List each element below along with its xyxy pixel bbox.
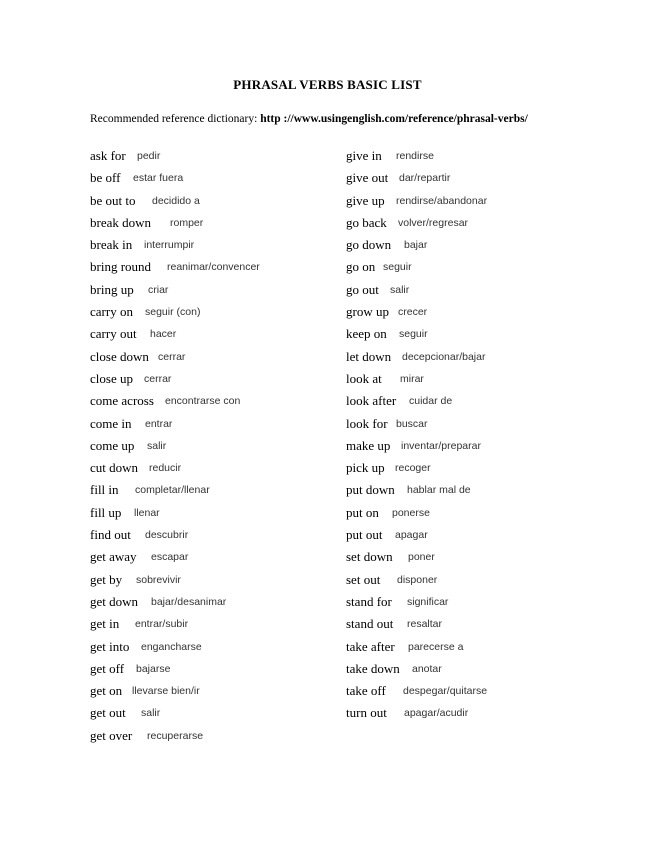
phrasal-verb: set out — [346, 571, 381, 587]
verb-translation: ponerse — [392, 506, 430, 519]
verb-translation: hacer — [150, 328, 177, 341]
reference-line — [90, 113, 630, 125]
verb-entry — [90, 193, 340, 215]
verb-translation: bajar/desanimar — [151, 595, 227, 608]
verb-translation: mirar — [400, 372, 424, 385]
verb-entry — [346, 549, 596, 571]
verb-translation: reducir — [149, 462, 182, 475]
verb-translation: cerrar — [158, 350, 186, 363]
verb-translation: hablar mal de — [407, 484, 471, 497]
phrasal-verb: get out — [90, 705, 126, 721]
verb-translation: salir — [390, 283, 410, 296]
verb-entry — [90, 728, 340, 750]
verb-entry — [90, 482, 340, 504]
verb-entry — [90, 237, 340, 259]
verb-entry — [90, 572, 340, 594]
verb-translation: cuidar de — [409, 395, 453, 408]
verb-entry — [90, 304, 340, 326]
verb-translation: recoger — [395, 462, 431, 475]
verb-entry — [346, 616, 596, 638]
phrasal-verb: find out — [90, 527, 131, 543]
phrasal-verb: look at — [346, 370, 382, 386]
phrasal-verb: keep on — [346, 326, 387, 342]
verb-translation: completar/llenar — [135, 484, 210, 497]
verb-translation: bajar — [404, 239, 428, 252]
phrasal-verb: be out to — [90, 192, 136, 208]
right-verb-column — [346, 148, 596, 728]
phrasal-verb: put down — [346, 482, 395, 498]
verb-translation: despegar/quitarse — [403, 685, 488, 698]
phrasal-verb: carry out — [90, 326, 137, 342]
verb-translation: significar — [407, 595, 449, 608]
verb-entry — [346, 259, 596, 281]
verb-translation: disponer — [397, 573, 438, 586]
verb-translation: cerrar — [144, 372, 172, 385]
verb-entry — [346, 460, 596, 482]
verb-entry — [346, 170, 596, 192]
verb-translation: encontrarse con — [165, 395, 241, 408]
verb-entry — [346, 661, 596, 683]
phrasal-verb: get by — [90, 571, 123, 587]
verb-entry — [346, 639, 596, 661]
phrasal-verb: get over — [90, 727, 133, 743]
phrasal-verb: take down — [346, 660, 400, 676]
phrasal-verb: put out — [346, 527, 383, 543]
verb-translation: seguir — [383, 261, 412, 274]
verb-translation: criar — [148, 283, 169, 296]
verb-translation: llevarse bien/ir — [132, 685, 200, 698]
verb-entry — [90, 349, 340, 371]
phrasal-verb: come in — [90, 415, 132, 431]
verb-entry — [346, 527, 596, 549]
phrasal-verb: cut down — [90, 460, 139, 476]
verb-translation: entrar/subir — [135, 618, 189, 631]
verb-entry — [90, 148, 340, 170]
verb-entry — [90, 705, 340, 727]
verb-entry — [90, 371, 340, 393]
verb-translation: descubrir — [145, 529, 189, 542]
phrasal-verb: get in — [90, 616, 120, 632]
verb-entry — [90, 527, 340, 549]
verb-entry — [90, 170, 340, 192]
phrasal-verb: fill in — [90, 482, 119, 498]
page-title: PHRASAL VERBS BASIC LIST — [233, 77, 422, 92]
phrasal-verb: pick up — [346, 460, 385, 476]
verb-entry — [90, 505, 340, 527]
phrasal-verb: give up — [346, 192, 385, 208]
verb-translation: inventar/preparar — [401, 439, 481, 452]
phrasal-verb: give out — [346, 170, 389, 186]
verb-translation: rendirse/abandonar — [396, 194, 488, 207]
verb-translation: apagar/acudir — [404, 707, 469, 720]
verb-entry — [346, 237, 596, 259]
verb-translation: engancharse — [141, 640, 202, 653]
verb-entry — [346, 193, 596, 215]
phrasal-verb: put on — [346, 504, 379, 520]
verb-entry — [346, 148, 596, 170]
phrasal-verb: take off — [346, 683, 386, 699]
phrasal-verb: be off — [90, 170, 121, 186]
phrasal-verb: stand out — [346, 616, 394, 632]
verb-translation: interrumpir — [144, 239, 195, 252]
reference-url: http ://www.usingenglish.com/reference/phrasal-verbs/ — [260, 113, 528, 125]
verb-entry — [346, 282, 596, 304]
phrasal-verb: take after — [346, 638, 395, 654]
left-verb-column — [90, 148, 340, 750]
verb-entry — [346, 438, 596, 460]
verb-translation: buscar — [396, 417, 428, 430]
phrasal-verb: break down — [90, 214, 152, 230]
phrasal-verb: carry on — [90, 304, 133, 320]
phrasal-verb: stand for — [346, 593, 392, 609]
verb-entry — [346, 683, 596, 705]
verb-entry — [90, 259, 340, 281]
verb-entry — [90, 393, 340, 415]
phrasal-verb: look for — [346, 415, 388, 431]
phrasal-verb: go out — [346, 281, 379, 297]
verb-entry — [90, 683, 340, 705]
verb-entry — [346, 482, 596, 504]
verb-translation: decepcionar/bajar — [402, 350, 486, 363]
phrasal-verb: get into — [90, 638, 130, 654]
verb-translation: resaltar — [407, 618, 443, 631]
phrasal-verb: let down — [346, 348, 392, 364]
phrasal-verb: bring round — [90, 259, 152, 275]
verb-entry — [346, 215, 596, 237]
verb-translation: crecer — [398, 306, 428, 319]
verb-entry — [90, 549, 340, 571]
phrasal-verb: look after — [346, 393, 397, 409]
verb-entry — [90, 616, 340, 638]
verb-entry — [346, 371, 596, 393]
verb-entry — [90, 215, 340, 237]
phrasal-verb: give in — [346, 148, 382, 163]
verb-translation: parecerse a — [408, 640, 464, 653]
verb-translation: salir — [147, 439, 167, 452]
verb-translation: decidido a — [152, 194, 200, 207]
phrasal-verb: ask for — [90, 148, 126, 163]
phrasal-verb: grow up — [346, 304, 389, 320]
phrasal-verb: break in — [90, 237, 133, 253]
verb-translation: apagar — [395, 529, 428, 542]
phrasal-verb: go back — [346, 214, 387, 230]
verb-entry — [346, 705, 596, 727]
verb-entry — [346, 505, 596, 527]
phrasal-verb: set down — [346, 549, 393, 565]
phrasal-verb: go on — [346, 259, 376, 275]
verb-entry — [90, 639, 340, 661]
verb-translation: llenar — [134, 506, 160, 519]
phrasal-verb: turn out — [346, 705, 387, 721]
verb-translation: reanimar/convencer — [167, 261, 260, 274]
verb-translation: pedir — [137, 150, 161, 162]
phrasal-verb: bring up — [90, 281, 134, 297]
verb-translation: seguir (con) — [145, 306, 201, 319]
verb-translation: volver/regresar — [398, 216, 469, 229]
verb-translation: escapar — [151, 551, 189, 564]
verb-entry — [346, 416, 596, 438]
verb-entry — [90, 460, 340, 482]
verb-entry — [90, 594, 340, 616]
verb-translation: seguir — [399, 328, 428, 341]
verb-translation: dar/repartir — [399, 172, 451, 185]
verb-translation: recuperarse — [147, 729, 204, 742]
verb-entry — [346, 393, 596, 415]
phrasal-verb: get away — [90, 549, 137, 565]
phrasal-verb: go down — [346, 237, 392, 253]
verb-entry — [346, 304, 596, 326]
phrasal-verb: get off — [90, 660, 125, 676]
verb-translation: entrar — [145, 417, 173, 430]
phrasal-verb: close down — [90, 348, 149, 364]
phrasal-verb: get down — [90, 593, 139, 609]
verb-translation: salir — [141, 707, 161, 720]
reference-label: Recommended reference dictionary: — [90, 113, 258, 125]
verb-entry — [90, 661, 340, 683]
phrasal-verb: close up — [90, 370, 133, 386]
phrasal-verb: make up — [346, 437, 391, 453]
verb-entry — [90, 326, 340, 348]
phrasal-verb: get on — [90, 683, 123, 699]
phrasal-verb: come up — [90, 437, 135, 453]
phrasal-verb: fill up — [90, 504, 122, 520]
verb-translation: rendirse — [396, 150, 434, 162]
verb-entry — [346, 326, 596, 348]
verb-entry — [90, 416, 340, 438]
verb-entry — [346, 572, 596, 594]
verb-translation: poner — [408, 551, 435, 564]
verb-translation: romper — [170, 216, 204, 229]
verb-translation: bajarse — [136, 662, 171, 675]
verb-entry — [90, 438, 340, 460]
verb-entry — [346, 349, 596, 371]
phrasal-verb: come across — [90, 393, 154, 409]
verb-translation: anotar — [412, 662, 442, 675]
verb-translation: sobrevivir — [136, 573, 181, 586]
verb-entry — [90, 282, 340, 304]
verb-entry — [346, 594, 596, 616]
verb-translation: estar fuera — [133, 172, 184, 185]
